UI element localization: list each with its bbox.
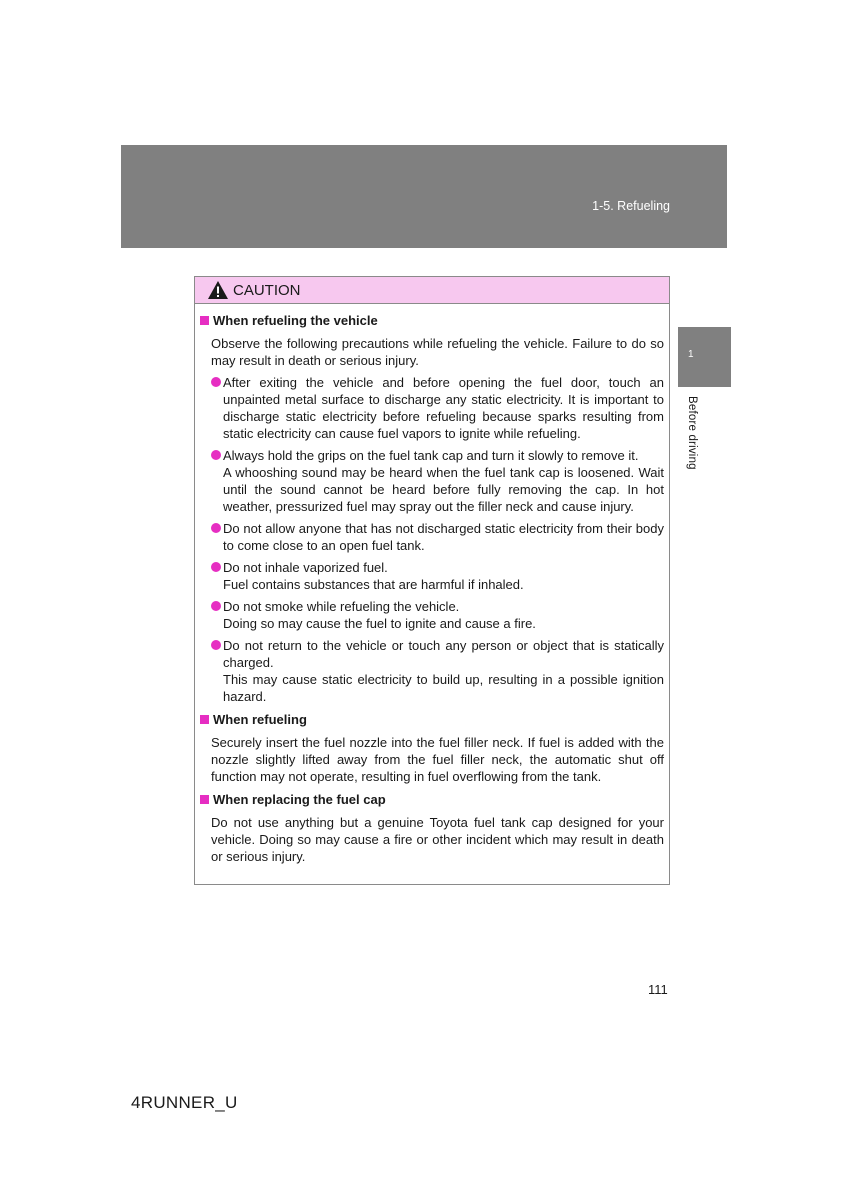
- list-item: [200, 520, 664, 554]
- header-band: [121, 145, 727, 248]
- list-item: [200, 559, 664, 593]
- bullet-detail: A whooshing sound may be heard when the fuel tank cap is loosened. Wait until the sound cannot be heard before fully removing the cap. In hot weather, pressurized fuel may spray out the filler neck and cause injury.: [223, 465, 664, 514]
- footer-model-code: 4RUNNER_U: [131, 1093, 238, 1112]
- bullet-text: Do not return to the vehicle or touch any person or object that is statically charged.: [223, 638, 664, 670]
- square-bullet-icon: [200, 316, 209, 325]
- section-heading-fuel-cap: [200, 791, 664, 808]
- bullet-text: Always hold the grips on the fuel tank cap and turn it slowly to remove it.: [223, 448, 639, 463]
- bullet-text: Do not smoke while refueling the vehicle.: [223, 599, 460, 614]
- list-item: [200, 637, 664, 705]
- page-number: 111: [648, 982, 668, 997]
- section-intro: Do not use anything but a genuine Toyota fuel tank cap designed for your vehicle. Doing so may cause a fire or other incident which may result in death or serious injury.: [211, 815, 664, 864]
- bullet-text: After exiting the vehicle and before opening the fuel door, touch an unpainted metal surface to discharge any static electricity. It is important to discharge static electricity before refueling because sparks resulting from static electricity can cause fuel vapors to ignite while refueling.: [223, 375, 664, 441]
- bullet-dot-icon: [211, 523, 221, 533]
- list-item: [200, 374, 664, 442]
- section-heading-text: When refueling the vehicle: [213, 313, 378, 328]
- caution-body: [195, 304, 669, 865]
- bullet-dot-icon: [211, 450, 221, 460]
- caution-header: [195, 277, 669, 304]
- bullet-dot-icon: [211, 562, 221, 572]
- bullet-detail: Doing so may cause the fuel to ignite and cause a fire.: [223, 616, 536, 631]
- section-intro: Securely insert the fuel nozzle into the fuel filler neck. If fuel is added with the nozzle slightly lifted away from the fuel filler neck, the automatic shut off function may not operate, resulting in fuel overflowing from the tank.: [211, 735, 664, 784]
- bullet-detail: Fuel contains substances that are harmful if inhaled.: [223, 577, 524, 592]
- bullet-dot-icon: [211, 640, 221, 650]
- bullet-text: Do not inhale vaporized fuel.: [223, 560, 388, 575]
- section-title: 1-5. Refueling: [592, 199, 670, 213]
- square-bullet-icon: [200, 795, 209, 804]
- bullet-text: Do not allow anyone that has not discharged static electricity from their body to come close to an open fuel tank.: [223, 521, 664, 553]
- bullet-dot-icon: [211, 601, 221, 611]
- list-item: [200, 447, 664, 515]
- chapter-tab: [678, 327, 731, 387]
- caution-box: [194, 276, 670, 885]
- chapter-label: Before driving: [686, 396, 698, 470]
- section-heading-text: When replacing the fuel cap: [213, 792, 386, 807]
- caution-title: CAUTION: [233, 281, 301, 299]
- section-heading-refueling-vehicle: [200, 312, 664, 329]
- warning-triangle-icon: [207, 280, 229, 300]
- chapter-number: 1: [688, 349, 694, 360]
- bullet-detail: This may cause static electricity to build up, resulting in a possible ignition hazard.: [223, 672, 664, 704]
- list-item: [200, 598, 664, 632]
- section-heading-refueling: [200, 711, 664, 728]
- section-heading-text: When refueling: [213, 712, 307, 727]
- square-bullet-icon: [200, 715, 209, 724]
- bullet-dot-icon: [211, 377, 221, 387]
- section-intro: Observe the following precautions while refueling the vehicle. Failure to do so may result in death or serious injury.: [211, 336, 664, 368]
